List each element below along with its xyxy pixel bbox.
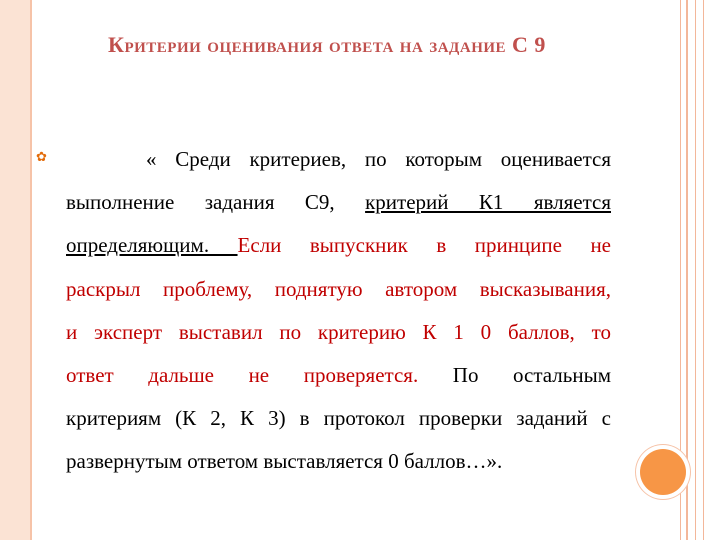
body-text-run: раскрыл проблему, поднятую автором высказывания, bbox=[66, 276, 611, 301]
right-decor-line bbox=[703, 0, 704, 540]
flower-bullet-icon: ✿ bbox=[36, 149, 47, 164]
body-text-run: критерий К1 является bbox=[365, 190, 611, 215]
body-line bbox=[66, 311, 611, 354]
body-text-run: выполнение задания С9, bbox=[66, 190, 366, 215]
left-decor-band bbox=[0, 0, 30, 540]
body-text-run: По остальным bbox=[452, 362, 611, 387]
body-text-run: развернутым ответом выставляется 0 баллов…». bbox=[66, 449, 503, 474]
body-line bbox=[66, 354, 611, 397]
slide-body-text bbox=[66, 138, 611, 484]
body-text-run: определяющим. bbox=[66, 233, 238, 258]
right-decor-line bbox=[686, 0, 688, 540]
body-line bbox=[66, 138, 611, 181]
right-decor-line bbox=[695, 0, 696, 540]
orange-circle-decoration bbox=[640, 449, 686, 495]
body-line bbox=[66, 440, 611, 483]
body-text-run: ответ дальше не проверяется. bbox=[66, 362, 453, 387]
body-line bbox=[66, 224, 611, 267]
body-line bbox=[66, 181, 611, 224]
body-text-run: « Среди критериев, по которым оценивается bbox=[146, 147, 611, 171]
body-text-run: критериям (К 2, К 3) в протокол проверки заданий с bbox=[66, 406, 611, 431]
body-line bbox=[66, 268, 611, 311]
slide-title: Критерии оценивания ответа на задание С 9 bbox=[108, 32, 546, 57]
body-text-run: и эксперт выставил по критерию К 1 0 баллов, то bbox=[66, 319, 611, 344]
body-line bbox=[66, 397, 611, 440]
body-text-run: Если выпускник в принципе не bbox=[237, 233, 612, 258]
left-decor-line bbox=[30, 0, 32, 540]
